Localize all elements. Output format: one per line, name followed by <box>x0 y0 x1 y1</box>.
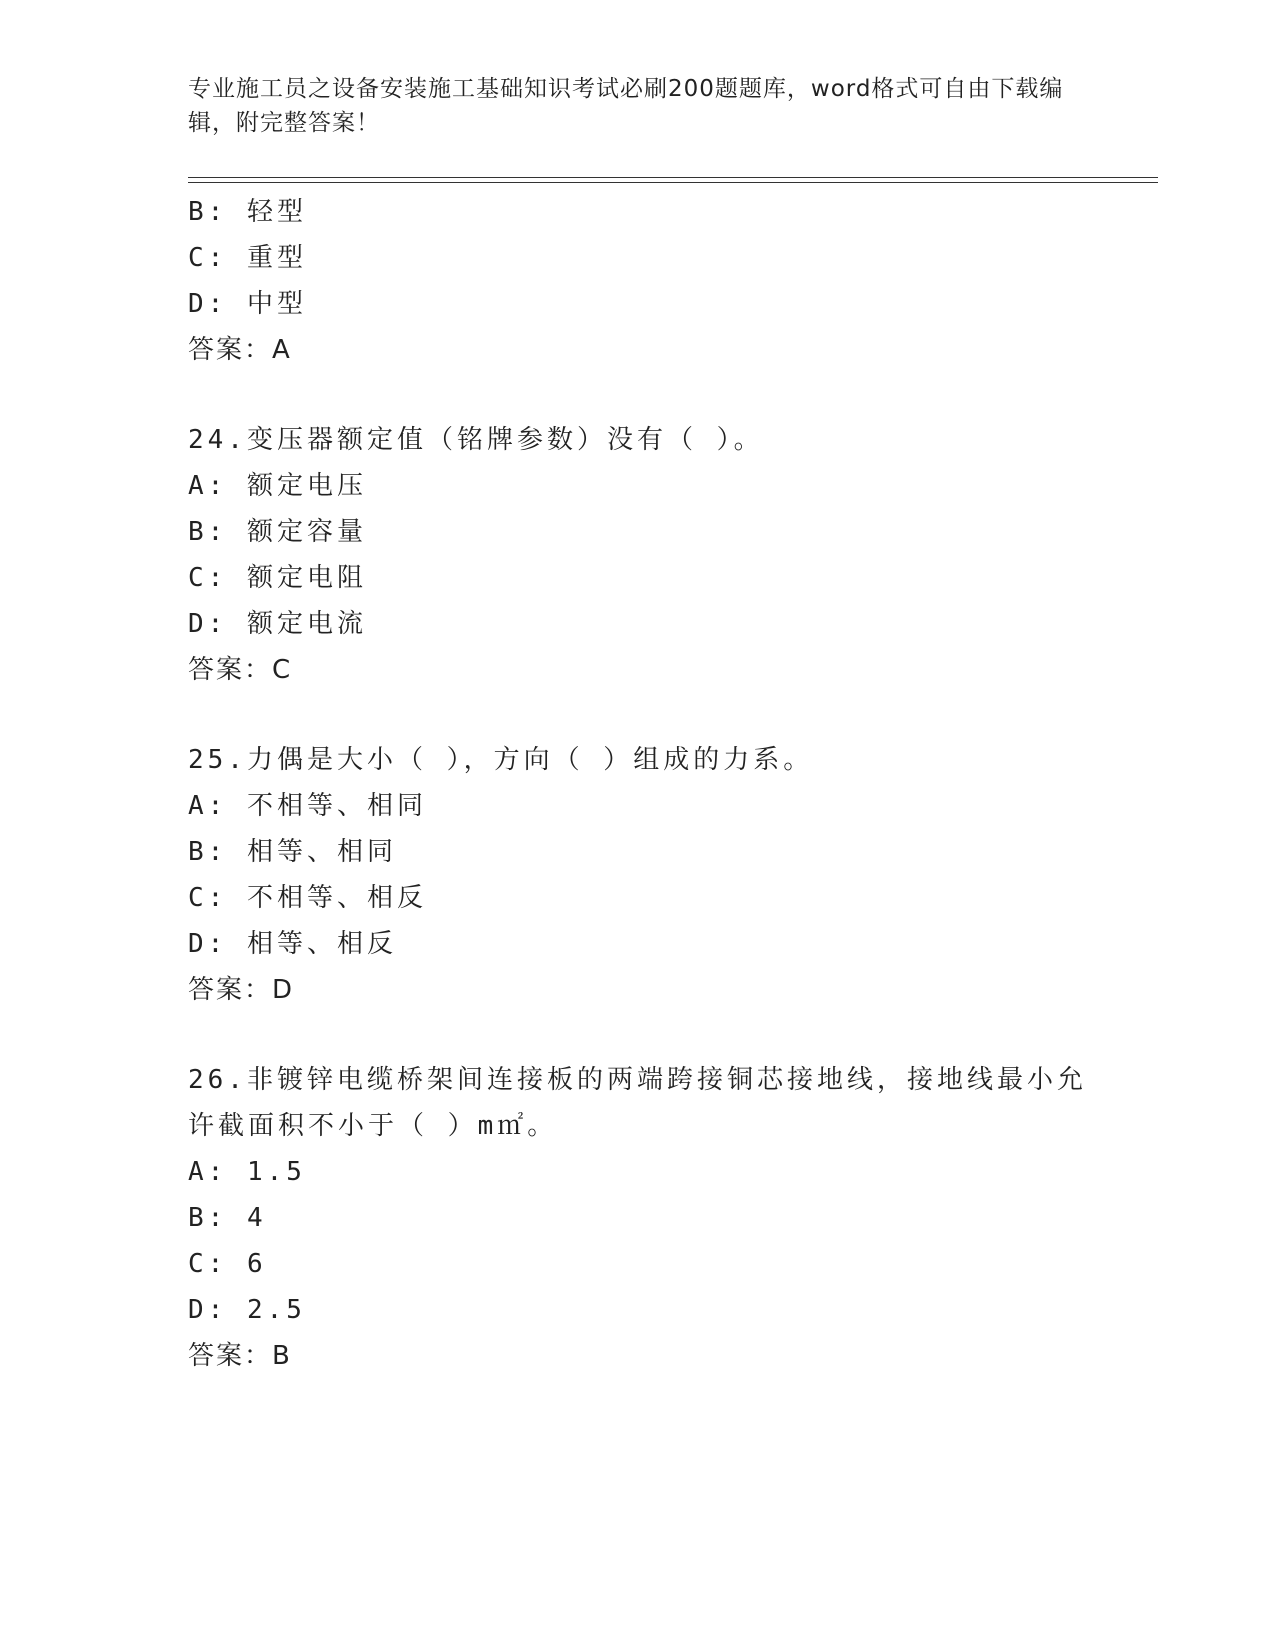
option-d: D: 2.5 <box>188 1295 306 1325</box>
option-a: A: 不相等、相同 <box>188 791 427 821</box>
option-c: C: 6 <box>188 1249 267 1279</box>
question-23-continuation <box>188 189 1158 373</box>
option-d: D: 相等、相反 <box>188 929 397 959</box>
question-text: 26.非镀锌电缆桥架间连接板的两端跨接铜芯接地线，接地线最小允许截面积不小于（ ）m㎡。 <box>188 1065 1087 1141</box>
question-26 <box>188 1057 1158 1379</box>
option-c: C: 不相等、相反 <box>188 883 427 913</box>
header-divider-bottom <box>188 182 1158 183</box>
answer-line: 答案：B <box>188 1341 292 1371</box>
option-b: B: 额定容量 <box>188 517 367 547</box>
answer-line: 答案：D <box>188 975 295 1005</box>
option-d: D: 中型 <box>188 289 307 319</box>
option-b: B: 轻型 <box>188 197 307 227</box>
question-24 <box>188 417 1158 693</box>
option-a: A: 额定电压 <box>188 471 367 501</box>
document-header-title: 专业施工员之设备安装施工基础知识考试必刷200题题库，word格式可自由下载编辑，附完整答案！ <box>188 76 1064 136</box>
option-c: C: 重型 <box>188 243 307 273</box>
answer-line: 答案：C <box>188 655 293 685</box>
option-d: D: 额定电流 <box>188 609 367 639</box>
header-divider-top <box>188 177 1158 178</box>
question-text: 24.变压器额定值（铭牌参数）没有（ ）。 <box>188 425 764 455</box>
option-b: B: 相等、相同 <box>188 837 397 867</box>
option-b: B: 4 <box>188 1203 267 1233</box>
question-text: 25.力偶是大小（ ），方向（ ）组成的力系。 <box>188 745 814 775</box>
question-25 <box>188 737 1158 1013</box>
question-content <box>188 189 1158 1423</box>
option-a: A: 1.5 <box>188 1157 306 1187</box>
option-c: C: 额定电阻 <box>188 563 367 593</box>
answer-line: 答案：A <box>188 335 292 365</box>
